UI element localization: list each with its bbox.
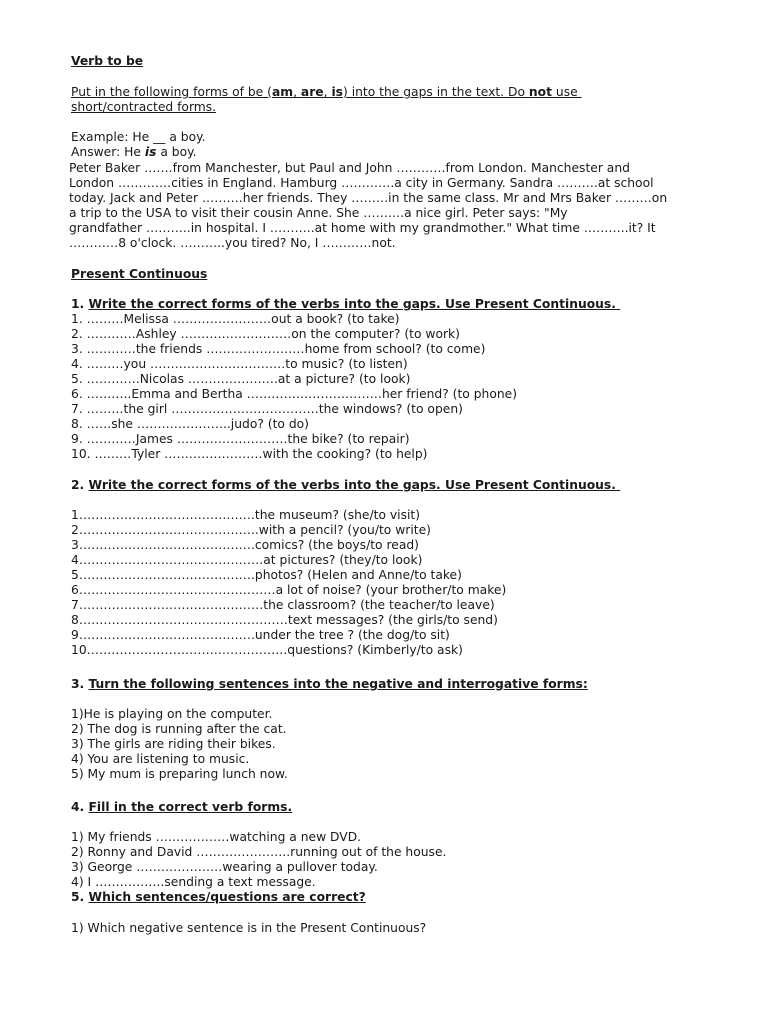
exercise-1-item: 6. ………..Emma and Bertha ……………………………her friend? (to phone): [71, 387, 518, 401]
gap-text-line: Peter Baker …….from Manchester, but Paul and John …………from London. Manchester and: [69, 161, 630, 175]
exercise-1-item: 3. …………the friends ……………………home from school? (to come): [71, 342, 486, 356]
exercise-2-item: 5…………………………………….photos? (Helen and Anne/to take): [71, 568, 462, 582]
exercise-1-item: 2. …………Ashley ………………………on the computer? (to work): [71, 327, 460, 341]
instructions-line-2: short/contracted forms.: [71, 100, 217, 114]
exercise-5-heading: 5. Which sentences/questions are correct?: [71, 890, 366, 904]
exercise-2-item: 9…………………………………….under the tree ? (the dog/to sit): [71, 628, 450, 642]
exercise-2-heading: 2. Write the correct forms of the verbs into the gaps. Use Present Continuous.: [71, 478, 621, 492]
exercise-2-item: 2……………………………………..with a pencil? (you/to write): [71, 523, 431, 537]
exercise-4-item: 4) I ……………..sending a text message.: [71, 875, 316, 889]
exercise-1-item: 1. ………Melissa ……………………out a book? (to take): [71, 312, 400, 326]
exercise-2-item: 10………………………………………….questions? (Kimberly/to ask): [71, 643, 463, 657]
exercise-5-item: 1) Which negative sentence is in the Present Continuous?: [71, 921, 427, 935]
exercise-1-item: 9. …………James ………………………the bike? (to repair): [71, 432, 410, 446]
gap-text-line: London ………….cities in England. Hamburg ………….a city in Germany. Sandra ……….at school: [69, 176, 654, 190]
exercise-1-item: 8. ……she …………………..judo? (to do): [71, 417, 309, 431]
gap-text-line: grandfather ………..in hospital. I ………..at home with my grandmother." What time ………..it? It: [69, 221, 656, 235]
exercise-3-item: 3) The girls are riding their bikes.: [71, 737, 276, 751]
exercise-3-heading: 3. Turn the following sentences into the negative and interrogative forms:: [71, 677, 588, 691]
gap-text-line: a trip to the USA to visit their cousin Anne. She ……….a nice girl. Peter says: "My: [69, 206, 568, 220]
exercise-4-item: 2) Ronny and David …………………..running out of the house.: [71, 845, 447, 859]
exercise-4-item: 3) George …………………wearing a pullover today.: [71, 860, 378, 874]
exercise-1-heading: 1. Write the correct forms of the verbs into the gaps. Use Present Continuous.: [71, 297, 621, 311]
exercise-3-item: 4) You are listening to music.: [71, 752, 250, 766]
section-heading-present-continuous: Present Continuous: [71, 267, 208, 281]
exercise-3-item: 5) My mum is preparing lunch now.: [71, 767, 288, 781]
gap-text-line: today. Jack and Peter ……….her friends. They ………in the same class. Mr and Mrs Baker ………on: [69, 191, 668, 205]
answer-line: Answer: He is a boy.: [71, 145, 197, 159]
exercise-2-item: 1…………………………………….the museum? (she/to visit): [71, 508, 421, 522]
exercise-2-item: 3…………………………………….comics? (the boys/to read): [71, 538, 419, 552]
exercise-4-item: 1) My friends ………………watching a new DVD.: [71, 830, 362, 844]
exercise-1-item: 10. ………Tyler ……………………with the cooking? (to help): [71, 447, 428, 461]
gap-text-line: …………8 o'clock. ………..you tired? No, I …………not.: [69, 236, 396, 250]
exercise-1-item: 5. ………….Nicolas ………………….at a picture? (to look): [71, 372, 411, 386]
exercise-2-item: 8……………………………………………text messages? (the girls/to send): [71, 613, 498, 627]
exercise-1-item: 7. ………the girl ………………………………the windows? (to open): [71, 402, 463, 416]
exercise-3-item: 1)He is playing on the computer.: [71, 707, 273, 721]
exercise-2-item: 4………………………………………at pictures? (they/to look): [71, 553, 423, 567]
example-line: Example: He __ a boy.: [71, 130, 206, 144]
page-title: Verb to be: [71, 54, 144, 68]
exercise-2-item: 7………………………………………the classroom? (the teacher/to leave): [71, 598, 495, 612]
exercise-4-heading: 4. Fill in the correct verb forms.: [71, 800, 293, 814]
instructions-line-1: Put in the following forms of be (am, are, is) into the gaps in the text. Do not use: [71, 85, 582, 99]
exercise-2-item: 6…………………………………………a lot of noise? (your brother/to make): [71, 583, 507, 597]
exercise-1-item: 4. ………you ……………………………to music? (to listen): [71, 357, 408, 371]
exercise-3-item: 2) The dog is running after the cat.: [71, 722, 287, 736]
